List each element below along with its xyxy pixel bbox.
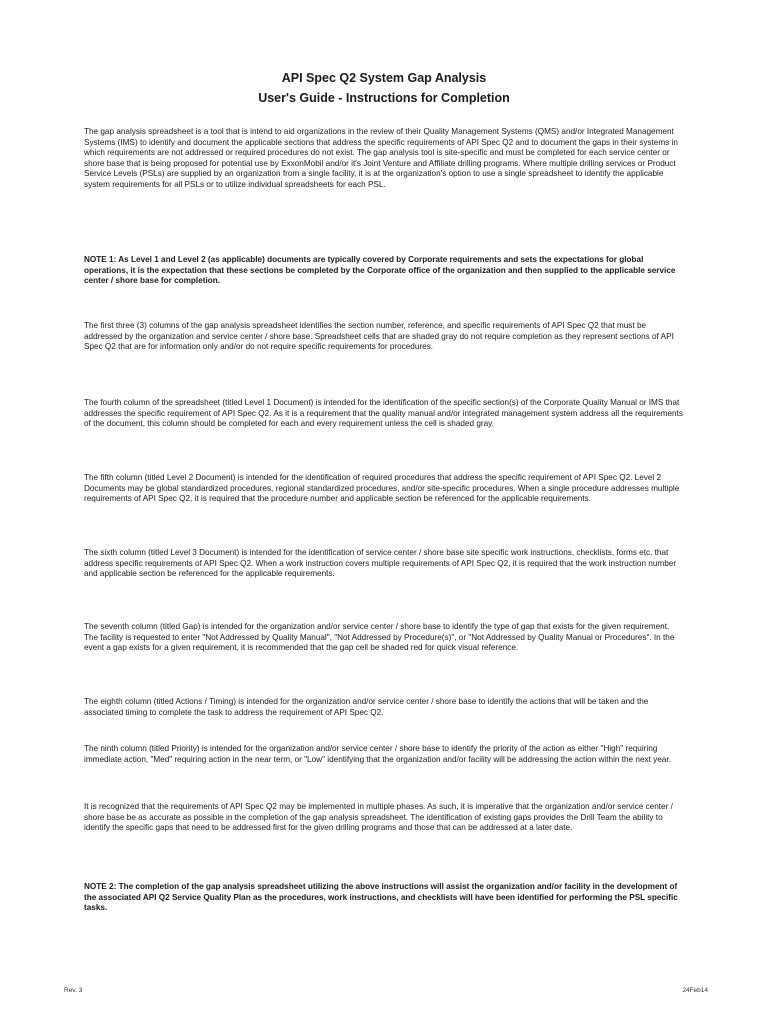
seventh-column-paragraph: The seventh column (titled Gap) is intended for the organization and/or service center / shore base to identify the type of gap that exists for the given requirement. The facility is requested to enter "Not Addressed by Quality Manual", "Not Addressed by Procedure(s)", or "Not Addressed by Quality Manual or Procedures". In the event a gap exists for a given requirement, it is recommended that the gap cell be shaded red for quick visual reference. <box>84 622 675 653</box>
sixth-column-paragraph: The sixth column (titled Level 3 Document) is intended for the identification of service center / shore base site specific work instructions, checklists, forms etc. that address specific requirements of API Spec Q2. When a work instruction covers multiple requirements of API Spec Q2, it is required that the work instruction number and applicable section be referenced for the applicable requirements. <box>84 548 677 579</box>
eighth-column-paragraph: The eighth column (titled Actions / Timing) is intended for the organization and/or service center / shore base to identify the actions that will be taken and the associated timing to complete the task to address the requirement of API Spec Q2. <box>84 697 649 717</box>
ninth-column-paragraph: The ninth column (titled Priority) is intended for the organization and/or service center / shore base to identify the priority of the action as either "High" requiring immediate action, "Med" requiring action in the near term, or "Low" identifying that the organization and/or facility will be addressing the action within the next year. <box>84 744 671 764</box>
phased-implementation-paragraph: It is recognized that the requirements of API Spec Q2 may be implemented in multiple phases. As such, it is imperative that the organization and/or service center / shore base be as accurate as possible in the completion of the gap analysis spreadsheet. The identification of existing gaps provides the Drill Team the ability to identify the specific gaps that need to be addressed first for the given drilling programs and those that can be addressed at a later date. <box>84 802 673 833</box>
fourth-column-paragraph: The fourth column of the spreadsheet (titled Level 1 Document) is intended for the identification of the specific section(s) of the Corporate Quality Manual or IMS that addresses the specific requirement of API Spec Q2. As it is a requirement that the quality manual and/or integrated management system address all the requirements of the document, this column should be completed for each and every requirement unless the cell is shaded gray. <box>84 398 683 429</box>
document-title: API Spec Q2 System Gap Analysis <box>281 71 487 85</box>
footer-date: 24Feb14 <box>682 987 708 994</box>
document-subtitle: User's Guide - Instructions for Completion <box>258 91 510 105</box>
note-2-paragraph: NOTE 2: The completion of the gap analysis spreadsheet utilizing the above instructions will assist the organization and/or facility in the development of the associated API Q2 Service Quality Plan as the procedures, work instructions, and checklists will have been identified for performing the PSL specific tasks. <box>84 882 678 913</box>
footer-revision: Rev. 3 <box>64 987 83 994</box>
intro-paragraph: The gap analysis spreadsheet is a tool that is intend to aid organizations in the review of their Quality Management Systems (QMS) and/or Integrated Management Systems (IMS) to identify and document the applicable sections that address the specific requirements of API Spec Q2 and to document the gaps in their systems in which requirements are not addressed or required procedures do not exist. The gap analysis tool is site-specific and must be completed for each service center or shore base that is being proposed for potential use by ExxonMobil and/or it's Joint Venture and Affiliate drilling programs. Where multiple drilling services or Product Service Levels (PSLs) are supplied by an organization from a single facility, it is at the organization's option to use a single spreadsheet to identify the applicable system requirements for all PSLs or to utilize individual spreadsheets for each PSL. <box>84 127 678 189</box>
fifth-column-paragraph: The fifth column (titled Level 2 Document) is intended for the identification of required procedures that address the specific requirement of API Spec Q2. Level 2 Documents may be global standardized procedures, regional standardized procedures, and/or site-specific procedures. When a single procedure addresses multiple requirements of API Spec Q2, it is required that the procedure number and applicable section be referenced for the applicable requirements. <box>84 473 680 504</box>
first-three-columns-paragraph: The first three (3) columns of the gap analysis spreadsheet identifies the section number, reference, and specific requirements of API Spec Q2 that must be addressed by the organization and service center / shore base. Spreadsheet cells that are shaded gray do not require completion as they represent sections of API Spec Q2 that are for information only and/or do not require specific requirements for procedures. <box>84 321 674 352</box>
note-1-paragraph: NOTE 1: As Level 1 and Level 2 (as applicable) documents are typically covered by Corporate requirements and sets the expectations for global operations, it is the expectation that these sections be completed by the Corporate office of the organization and then supplied to the applicable service center / shore base for completion. <box>84 255 676 286</box>
